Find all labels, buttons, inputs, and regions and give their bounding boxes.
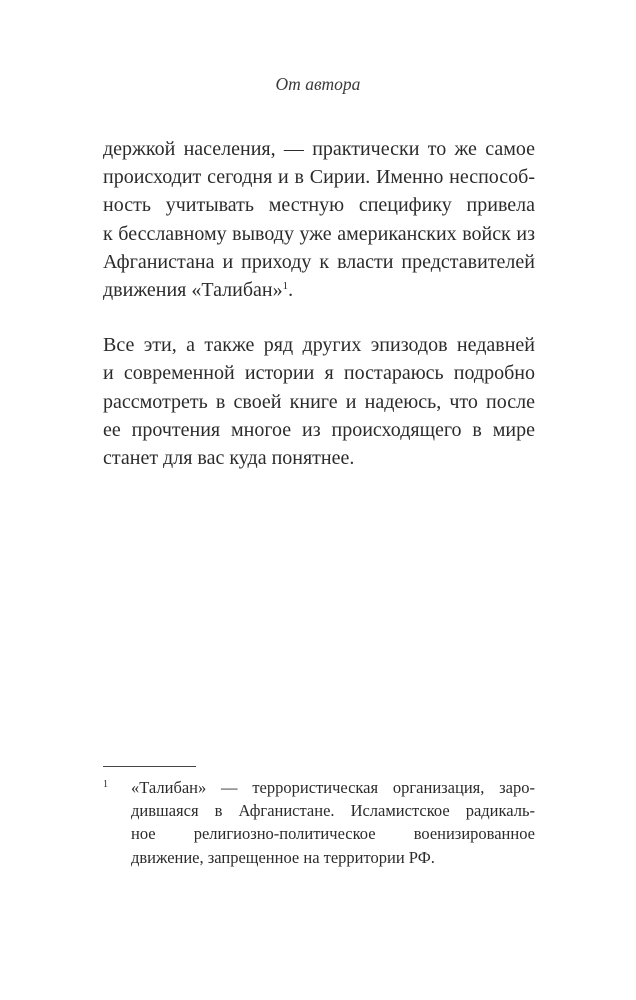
paragraph-2 bbox=[103, 331, 535, 472]
text-line: держкой населения, — практически то же самое bbox=[103, 138, 535, 160]
paragraph-gap bbox=[103, 304, 535, 331]
text-line: рассмотреть в своей книге и надеюсь, что после bbox=[103, 390, 535, 413]
text-line: к бесславному выводу уже американских войск из bbox=[103, 222, 535, 245]
text-line: станет для вас куда понятнее. bbox=[103, 446, 355, 469]
footnote-line: дившаяся в Афганистане. Исламистское радикаль- bbox=[131, 801, 535, 821]
footnote-line: «Талибан» — террористическая организация, заро- bbox=[131, 778, 535, 797]
trailing-punctuation: . bbox=[288, 278, 294, 301]
footnote-mark: 1 bbox=[103, 779, 108, 790]
text-line bbox=[103, 276, 535, 304]
text-line: и современной истории я постараюсь подробно bbox=[103, 362, 535, 385]
text-line: ность учитывать местную специфику привела bbox=[103, 194, 535, 217]
text-line: ее прочтения многое из происходящего в мире bbox=[103, 418, 535, 441]
text-line: происходит сегодня и в Сирии. Именно неспособ- bbox=[103, 166, 535, 189]
footnote-text bbox=[131, 776, 535, 869]
text-line-content: движения «Талибан» bbox=[103, 278, 283, 301]
main-text bbox=[103, 135, 535, 472]
footnote-divider bbox=[103, 766, 196, 767]
footnote-reference[interactable]: 1 bbox=[282, 279, 289, 292]
running-head: От автора bbox=[275, 74, 361, 94]
footnote bbox=[103, 776, 535, 869]
footnote-line: ное религиозно-политическое военизированное bbox=[131, 824, 535, 844]
text-line: Все эти, а также ряд других эпизодов недавней bbox=[103, 334, 535, 357]
footnote-line: движение, запрещенное на территории РФ. bbox=[131, 847, 435, 867]
paragraph-1 bbox=[103, 135, 535, 304]
text-line: Афганистана и приходу к власти представителей bbox=[103, 250, 535, 273]
